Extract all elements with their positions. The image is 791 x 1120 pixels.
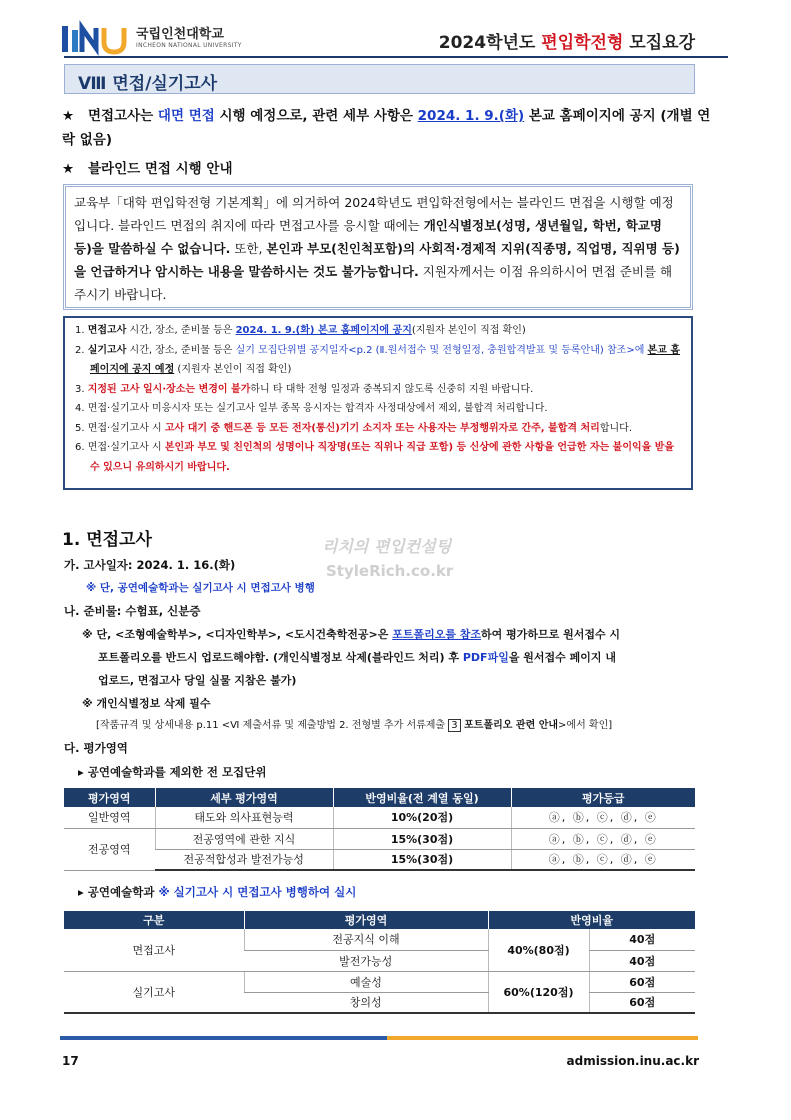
notice-box: [63, 316, 693, 490]
portfolio-note-cont: 포트폴리오를 반드시 업로드해야함. (개인식별정보 삭제(블라인드 처리) 후 PDF파일을 원서접수 페이지 내: [98, 651, 616, 664]
page-number: 17: [62, 1054, 79, 1068]
section-title: Ⅷ 면접/실기고사: [78, 74, 218, 94]
notice-item: 2. 실기고사 시간, 장소, 준비물 등은 실기 모집단위별 공지일자<p.2 (Ⅱ.원서접수 및 전형일정, 충원합격발표 및 등록안내) 참조>에 본교 홈페이지에 공지 예정 (지원자 본인이 직접 확인): [75, 344, 681, 375]
table-row: 전공적합성과 발전가능성 15%(30점) ⓐ, ⓑ, ⓒ, ⓓ, ⓔ: [64, 849, 695, 870]
exam-date: 가. 고사일자: 2024. 1. 16.(화): [64, 558, 236, 572]
subsection-performing-arts: ▸ 공연예술학과 ※ 실기고사 시 면접고사 병행하여 실시: [78, 885, 357, 899]
watermark-url: StyleRich.co.kr: [326, 562, 454, 580]
table-row: 일반영역 태도와 의사표현능력 10%(20점) ⓐ, ⓑ, ⓒ, ⓓ, ⓔ: [64, 807, 695, 828]
logo-text: 국립인천대학교: [136, 27, 224, 42]
evaluation-area-title: 다. 평가영역: [64, 741, 128, 755]
table-header: 세부 평가영역: [155, 788, 333, 807]
header-title: 2024학년도 편입학전형 모집요강: [438, 33, 695, 53]
star-icon: ★: [62, 108, 75, 124]
notice-item: 3. 지정된 고사 일시·장소는 변경이 불가하니 타 대학 전형 일정과 중복되지 않도록 신중히 지원 바랍니다.: [75, 383, 534, 395]
portfolio-reference: [작품규격 및 상세내용 p.11 <Ⅵ 제출서류 및 제출방법 2. 전형별 추가 서류제출 3 포트폴리오 관련 안내>에서 확인]: [96, 720, 613, 731]
logo-subtext: INCHEON NATIONAL UNIVERSITY: [136, 42, 242, 49]
portfolio-note: ※ 단, <조형예술학부>, <디자인학부>, <도시건축학전공>은 포트폴리오를 참조하여 평가하므로 원서접수 시: [82, 628, 621, 641]
exam-date-note: ※ 단, 공연예술학과는 실기고사 시 면접고사 병행: [86, 582, 315, 594]
table-header: 평가영역: [64, 788, 155, 807]
bullet-icon: ▸: [78, 885, 84, 899]
materials: 나. 준비물: 수험표, 신분증: [64, 604, 201, 618]
subsection-general: ▸ 공연예술학과를 제외한 전 모집단위: [78, 765, 267, 779]
header-divider: [64, 56, 728, 58]
site-url: admission.inu.ac.kr: [566, 1054, 699, 1068]
star-icon: ★: [62, 161, 75, 177]
table-row: 전공영역 전공영역에 관한 지식 15%(30점) ⓐ, ⓑ, ⓒ, ⓓ, ⓔ: [64, 828, 695, 849]
footer-bar-blue: [60, 1036, 387, 1040]
notice-item: 6. 면접·실기고사 시 본인과 부모 및 친인척의 성명이나 직장명(또는 직위나 직급 포함) 등 신상에 관한 사항을 언급한 자는 불이익을 받을 수 있으니 유의하시기 바랍니다.: [75, 442, 675, 473]
watermark-text: 리치의 편입컨설팅: [322, 537, 452, 556]
notice-item: 4. 면접·실기고사 미응시자 또는 실기고사 일부 종목 응시자는 합격자 사정대상에서 제외, 불합격 처리합니다.: [75, 403, 548, 414]
table-header: 평가영역: [244, 911, 488, 929]
table-header: 구분: [64, 911, 244, 929]
table-row: 발전가능성 40점: [64, 950, 695, 971]
blind-interview-box: 교육부「대학 편입학전형 기본계획」에 의거하여 2024학년도 편입학전형에서는 블라인드 면접을 시행할 예정입니다. 블라인드 면접의 취지에 따라 면접고사를 응시할 때에는 개인식별정보(성명, 생년월일, 학번, 학교명 등)을 말씀하실 수 없습니다. 또한, 본인과 부모(친인척포함)의 사회적·경제적 지위(직종명, 직업명, 직위명 등)을 언급하거나 암시하는 내용을 말씀하시는 것도 불가능합니다. 지원자께서는 이점 유의하시어 면접 준비를 해주시기 바랍니다.: [63, 184, 693, 310]
notice-item: 5. 면접·실기고사 시 고사 대기 중 핸드폰 등 모든 전자(통신)기기 소지자 또는 사용자는 부정행위자로 간주, 불합격 처리합니다.: [75, 422, 633, 434]
portfolio-note-end: 업로드, 면접고사 당일 실물 지참은 불가): [98, 674, 297, 687]
table-row: 면접고사 전공지식 이해 40%(80점) 40점: [64, 929, 695, 950]
interview-section-title: 1. 면접고사: [62, 530, 152, 550]
id-removal-note: ※ 개인식별정보 삭제 필수: [82, 697, 211, 710]
notice-item: 1. 면접고사 시간, 장소, 준비물 등은 2024. 1. 9.(화) 본교 홈페이지에 공지(지원자 본인이 직접 확인): [75, 325, 526, 336]
star-note-interview: ★ 면접고사는 대면 면접 시행 예정으로, 관련 세부 사항은 2024. 1. 9.(화) 본교 홈페이지에 공지 (개별 연락 없음): [62, 104, 712, 152]
star-note-blind: ★ 블라인드 면접 시행 안내: [62, 157, 712, 181]
table-header: 반영비율(전 계열 동일): [333, 788, 511, 807]
table-row: 실기고사 예술성 60%(120점) 60점: [64, 971, 695, 992]
table-row: 창의성 60점: [64, 992, 695, 1013]
table-header: 반영비율: [488, 911, 695, 929]
table-header: 평가등급: [511, 788, 695, 807]
footer-bar-orange: [387, 1036, 698, 1040]
evaluation-table-performing-arts: [64, 911, 695, 1014]
bullet-icon: ▸: [78, 765, 84, 779]
evaluation-table-general: [64, 788, 695, 871]
